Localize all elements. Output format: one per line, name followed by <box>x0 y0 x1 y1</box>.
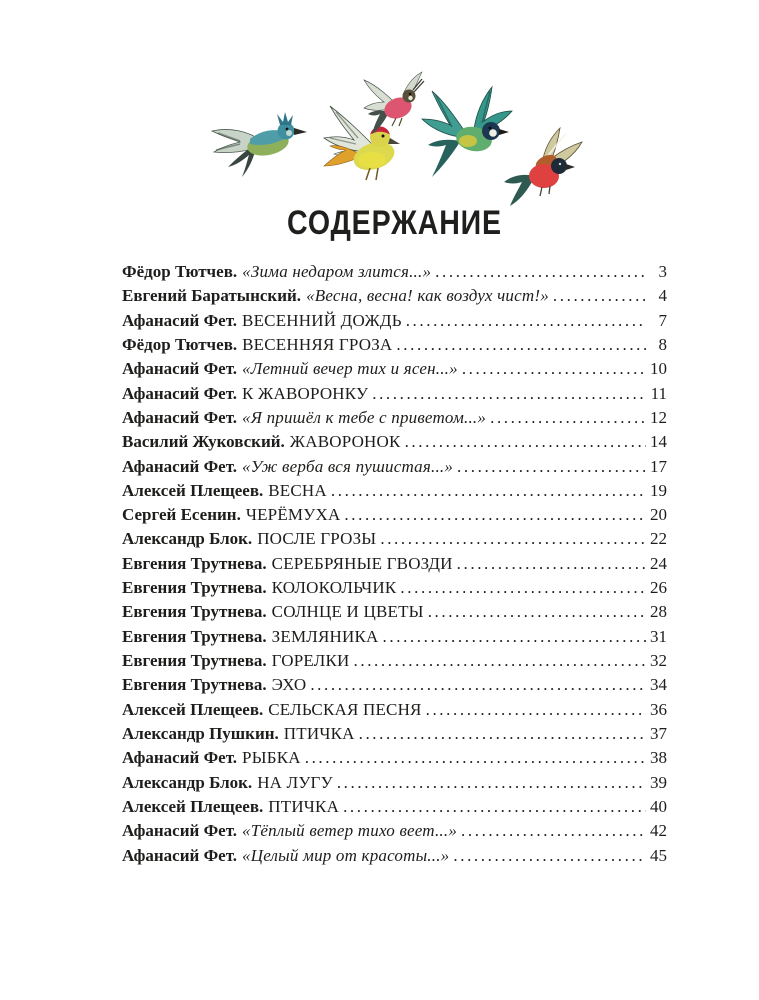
toc-entry <box>122 627 667 651</box>
toc-entry-title: «Летний вечер тих и ясен...» <box>242 359 458 379</box>
toc-entry-page: 38 <box>650 748 667 768</box>
toc-entry-title: ЧЕРЁМУХА <box>245 505 341 525</box>
toc-entry-author: Фёдор Тютчев. <box>122 334 238 354</box>
toc-entry-title: ВЕСНА <box>268 480 327 500</box>
dot-leader <box>354 651 647 671</box>
birds-illustration <box>0 0 759 230</box>
toc-entry-author: Афанасий Фет. <box>122 310 238 330</box>
toc-entry-page: 10 <box>650 359 667 379</box>
toc-entry-title: ЗЕМЛЯНИКА <box>271 626 379 646</box>
toc-entry-title: «Весна, весна! как воздух чист!» <box>306 286 549 306</box>
toc-entry <box>122 262 667 286</box>
toc-entry <box>122 311 667 335</box>
dot-leader <box>372 384 646 404</box>
toc-entry-title: КОЛОКОЛЬЧИК <box>271 578 397 598</box>
toc-entry-author: Фёдор Тютчев. <box>122 262 238 281</box>
bullfinch-bird-icon <box>498 126 588 210</box>
toc-entry-title: РЫБКА <box>242 748 301 768</box>
toc-entry-title: ЭХО <box>271 675 307 695</box>
toc-entry-title: «Я пришёл к тебе с приветом...» <box>242 407 487 427</box>
dot-leader <box>344 505 646 525</box>
toc-entry-author: Сергей Есенин. <box>122 505 241 525</box>
dot-leader <box>428 602 646 622</box>
dot-leader <box>553 286 646 306</box>
toc-entry-author: Афанасий Фет. <box>122 359 238 379</box>
toc-entry-author: Афанасий Фет. <box>122 845 238 865</box>
toc-entry-page: 37 <box>650 723 667 743</box>
toc-entry-page: 28 <box>650 602 667 622</box>
toc-entry <box>122 748 667 772</box>
toc-entry-title: ПТИЧКА <box>268 796 340 816</box>
toc-entry <box>122 675 667 699</box>
toc-entry-author: Афанасий Фет. <box>122 748 238 768</box>
toc-entry <box>122 700 667 724</box>
toc-entry <box>122 651 667 675</box>
toc-entry-title: К ЖАВОРОНКУ <box>242 383 369 403</box>
toc-entry-page: 14 <box>650 432 667 452</box>
toc-list <box>122 262 667 870</box>
toc-entry-title: ПТИЧКА <box>283 723 355 743</box>
toc-entry-title: ВЕСЕННИЙ ДОЖДЬ <box>242 310 402 330</box>
toc-entry-author: Евгения Трутнева. <box>122 602 267 622</box>
toc-entry <box>122 797 667 821</box>
toc-entry-author: Алексей Плещеев. <box>122 796 264 816</box>
toc-entry-page: 36 <box>650 699 667 719</box>
dot-leader <box>461 821 646 841</box>
toc-entry-author: Александр Блок. <box>122 772 253 792</box>
toc-entry-title: ГОРЕЛКИ <box>271 651 350 670</box>
toc-entry-author: Евгения Трутнева. <box>122 578 267 598</box>
toc-entry-page: 40 <box>650 796 667 816</box>
toc-entry-author: Евгения Трутнева. <box>122 626 267 646</box>
toc-entry-title: «Тёплый ветер тихо веет...» <box>242 821 458 841</box>
dot-leader <box>310 675 646 695</box>
toc-entry-page: 7 <box>658 310 667 330</box>
toc-entry <box>122 457 667 481</box>
toc-entry-page: 17 <box>650 456 667 476</box>
toc-entry-title: СЕЛЬСКАЯ ПЕСНЯ <box>268 699 422 719</box>
toc-entry-author: Евгения Трутнева. <box>122 553 267 573</box>
toc-entry-page: 45 <box>650 845 667 865</box>
toc-entry-page: 4 <box>658 286 667 306</box>
toc-entry-author: Евгений Баратынский. <box>122 286 302 306</box>
dot-leader <box>305 748 646 768</box>
dot-leader <box>359 724 646 744</box>
toc-entry-page: 12 <box>650 407 667 427</box>
toc-entry-author: Александр Блок. <box>122 529 253 549</box>
toc-entry-title: СОЛНЦЕ И ЦВЕТЫ <box>271 602 424 622</box>
toc-entry <box>122 408 667 432</box>
dot-leader <box>426 700 646 720</box>
page-title: СОДЕРЖАНИЕ <box>287 204 502 242</box>
dot-leader <box>380 529 646 549</box>
toc-entry-page: 32 <box>650 651 667 670</box>
toc-entry-author: Алексей Плещеев. <box>122 480 264 500</box>
dot-leader <box>457 457 646 477</box>
toc-entry <box>122 773 667 797</box>
dot-leader <box>331 481 646 501</box>
toc-entry-page: 26 <box>650 578 667 598</box>
dot-leader <box>435 262 646 282</box>
toc-entry <box>122 602 667 626</box>
toc-entry-page: 22 <box>650 529 667 549</box>
toc-entry-title: «Уж верба вся пушистая...» <box>242 456 454 476</box>
toc-entry <box>122 505 667 529</box>
toc-entry <box>122 359 667 383</box>
toc-entry-title: ЖАВОРОНОК <box>289 432 401 452</box>
toc-entry-page: 39 <box>650 772 667 792</box>
toc-entry <box>122 846 667 870</box>
toc-entry-page: 19 <box>650 480 667 500</box>
toc-entry-author: Евгения Трутнева. <box>122 651 267 670</box>
dot-leader <box>383 627 646 647</box>
toc-entry-author: Афанасий Фет. <box>122 821 238 841</box>
toc-entry <box>122 529 667 553</box>
toc-entry-page: 11 <box>650 383 667 403</box>
toc-entry <box>122 286 667 310</box>
crested-blue-green-bird-icon <box>206 111 308 181</box>
toc-entry-page: 8 <box>658 334 667 354</box>
dot-leader <box>490 408 646 428</box>
toc-entry <box>122 554 667 578</box>
toc-entry-title: ВЕСЕННЯЯ ГРОЗА <box>242 334 393 354</box>
toc-entry <box>122 384 667 408</box>
dot-leader <box>400 578 646 598</box>
toc-entry-title: СЕРЕБРЯНЫЕ ГВОЗДИ <box>271 553 453 573</box>
toc-entry-page: 34 <box>650 675 667 695</box>
toc-entry <box>122 432 667 456</box>
dot-leader <box>405 432 646 452</box>
toc-entry-author: Евгения Трутнева. <box>122 675 267 695</box>
toc-entry <box>122 481 667 505</box>
dot-leader <box>457 554 646 574</box>
dot-leader <box>406 311 646 331</box>
toc-entry <box>122 578 667 602</box>
toc-entry-author: Афанасий Фет. <box>122 407 238 427</box>
toc-entry-title: ПОСЛЕ ГРОЗЫ <box>257 529 377 549</box>
toc-entry-page: 3 <box>658 262 667 281</box>
toc-entry-page: 24 <box>650 553 667 573</box>
toc-entry-author: Александр Пушкин. <box>122 723 279 743</box>
dot-leader <box>396 335 646 355</box>
toc-entry-title: «Целый мир от красоты...» <box>242 845 450 865</box>
toc-entry-title: «Зима недаром злится...» <box>242 262 432 281</box>
dot-leader <box>343 797 646 817</box>
toc-entry-author: Афанасий Фет. <box>122 383 238 403</box>
toc-entry <box>122 724 667 748</box>
dot-leader <box>462 359 646 379</box>
toc-entry-author: Алексей Плещеев. <box>122 699 264 719</box>
toc-entry <box>122 821 667 845</box>
toc-entry <box>122 335 667 359</box>
toc-entry-title: НА ЛУГУ <box>257 772 333 792</box>
toc-entry-page: 20 <box>650 505 667 525</box>
dot-leader <box>337 773 646 793</box>
toc-entry-author: Василий Жуковский. <box>122 432 285 452</box>
toc-entry-author: Афанасий Фет. <box>122 456 238 476</box>
toc-entry-page: 31 <box>650 626 667 646</box>
toc-entry-page: 42 <box>650 821 667 841</box>
dot-leader <box>453 846 646 866</box>
